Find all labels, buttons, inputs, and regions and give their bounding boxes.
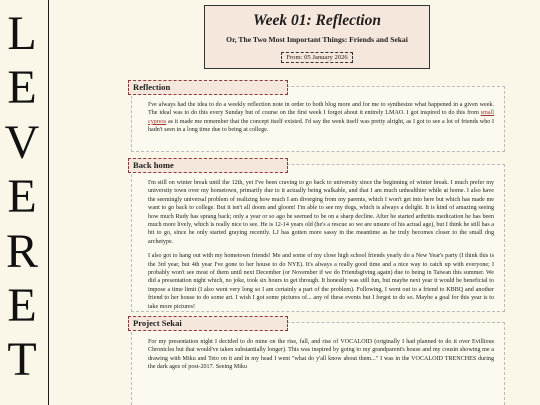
logo-letter: E xyxy=(7,170,37,223)
section-body xyxy=(132,165,504,311)
sidebar-logo xyxy=(0,0,49,405)
logo-letter: E xyxy=(7,61,37,114)
section-reflection xyxy=(131,82,505,152)
logo-letter: R xyxy=(5,225,38,278)
post-date: From: 05 January 2026 xyxy=(281,52,352,63)
section-back-home xyxy=(131,160,505,312)
paragraph-text: as it made me remember that the concept itself existed. I'd say the week itself was pretty alright, as I got to see a lot of friends who I hadn't seen in a long time due to being at college. xyxy=(148,118,494,134)
logo-letter: T xyxy=(7,333,37,386)
post-header xyxy=(204,5,430,69)
post-subtitle: Or, The Two Most Important Things: Friends and Sekai xyxy=(226,35,408,44)
section-title: Project Sekai xyxy=(128,316,288,331)
paragraph-text: I've always had the idea to do a weekly reflection note in order to both blog more and for me to synthesize what happened in a given week. The ideal was to do this every Sunday but of course on the first week I forgot about it entirely LMAO. I got inspired to do this from xyxy=(148,102,494,117)
post-title: Week 01: Reflection xyxy=(253,12,381,29)
paragraph xyxy=(148,101,494,135)
paragraph: I'm still on winter break until the 12th, yet I've been craving to go back to university since the beginning of winter break. I much prefer my university town over my hometown, primarily due to it actually being walkable, and that I am much unhealthier while at home. I also have the seemingly universal problem of realizing how much I am diverging from my parents, which I won't get into here but which has made me want to go back to college. But it isn't all doom and gloom! I'm able to see my dogs, which is always a delight. It is kind of amazing seeing how much Rudy has sprang back; only a year or so ago he seemed to be on a sharp decline. After he started arthritis medication he has been much more lively, which is really nice to see. He is 12-14 years old (he's a rescue so we are unsure of his actual age), but I think he still has a bit to go, since he only started graying recently. LJ has gotten more sassy in the meantime as he truly becomes closer to the small dog archetype. xyxy=(148,180,494,245)
section-title: Reflection xyxy=(128,80,288,95)
paragraph: I also got to hang out with my hometown friends! Me and some of my close high school friends yearly do a New Year's party (I think this is the 3rd year, but 4th year I've gone to her house to do NYE). It's always a really good time and a nice way to catch up with everyone; I probably won't see most of them until next December (or November if we do Friendsgiving again) due to being in Taiwan this summer. We did a presentation night which, no joke, took six hours to get through. It honestly was still fun, but maybe next year it would be beneficial to impose a time limit (I also went very long so I am certainly a part of the problem). Following, I went out to a friend to KBBQ and another friend to her house to do some art. I wish I got some pictures of... any of these events but I forgot to do so. Maybe a goal for this year is to take more pictures! xyxy=(148,253,494,310)
section-project-sekai xyxy=(131,318,505,405)
logo-letter: L xyxy=(7,7,37,60)
section-title: Back home xyxy=(128,158,288,173)
paragraph: For my presentation night I decided to do mine on the rise, fall, and rise of VOCALOID (originally I had planned to do it over Evillious Chronicles but that would've taken substantially longer). This was inspired by going to my grandparent's house and my cousin showing me a drawing with Miku and Teto on it and in my head I went "what do y'all know about them..." I was in the VOCALOID TRENCHES during the dark ages of post-2017. Seeing Miku xyxy=(148,339,494,371)
logo-letter: E xyxy=(7,279,37,332)
logo-letter: V xyxy=(4,116,40,169)
small-cypress-link[interactable]: small cypress xyxy=(148,110,494,125)
